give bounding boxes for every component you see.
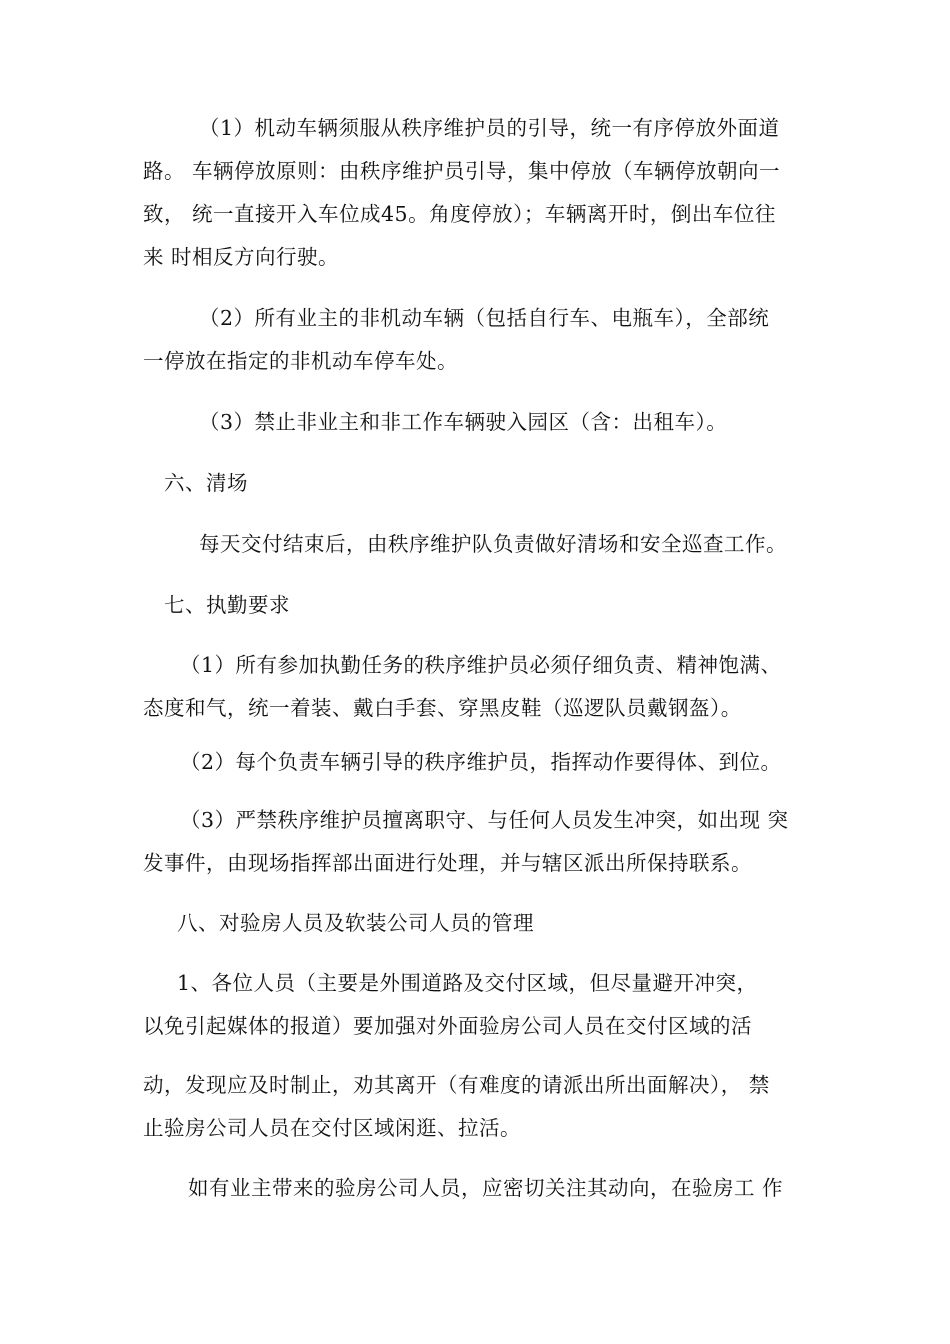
text-line: 态度和气，统一着装、戴白手套、穿黑皮鞋（巡逻队员戴钢盔）。 xyxy=(143,696,742,720)
text-line: 致， 统一直接开入车位成45。角度停放）；车辆离开时，倒出车位往 xyxy=(143,202,776,226)
section-heading: 七、执勤要求 xyxy=(164,593,290,617)
section-heading: 六、清场 xyxy=(164,471,248,495)
text-line: 动，发现应及时制止，劝其离开（有难度的请派出所出面解决）， 禁 xyxy=(143,1073,770,1097)
text-line: （2）所有业主的非机动车辆（包括自行车、电瓶车），全部统 xyxy=(199,306,770,330)
text-line: 来 时相反方向行驶。 xyxy=(143,245,340,269)
text-line: 发事件，由现场指挥部出面进行处理，并与辖区派出所保持联系。 xyxy=(143,851,752,875)
text-line: 1、各位人员（主要是外围道路及交付区域，但尽量避开冲突， xyxy=(177,971,758,995)
text-line: （3）严禁秩序维护员擅离职守、与任何人员发生冲突，如出现 突 xyxy=(180,808,789,832)
text-line: （3）禁止非业主和非工作车辆驶入园区（含：出租车）。 xyxy=(199,410,728,434)
text-line: （1）机动车辆须服从秩序维护员的引导，统一有序停放外面道 xyxy=(199,116,780,140)
text-line: 一停放在指定的非机动车停车处。 xyxy=(143,349,458,373)
text-line: 以免引起媒体的报道）要加强对外面验房公司人员在交付区域的活 xyxy=(143,1014,752,1038)
section-heading: 八、对验房人员及软装公司人员的管理 xyxy=(177,911,534,935)
text-line: （1）所有参加执勤任务的秩序维护员必须仔细负责、精神饱满、 xyxy=(180,653,782,677)
text-line: （2）每个负责车辆引导的秩序维护员，指挥动作要得体、到位。 xyxy=(180,750,782,774)
text-line: 每天交付结束后，由秩序维护队负责做好清场和安全巡查工作。 xyxy=(199,532,787,556)
text-line: 止验房公司人员在交付区域闲逛、拉活。 xyxy=(143,1116,521,1140)
text-line: 如有业主带来的验房公司人员，应密切关注其动向，在验房工 作 xyxy=(188,1176,784,1200)
text-line: 路。 车辆停放原则：由秩序维护员引导，集中停放（车辆停放朝向一 xyxy=(143,159,781,183)
